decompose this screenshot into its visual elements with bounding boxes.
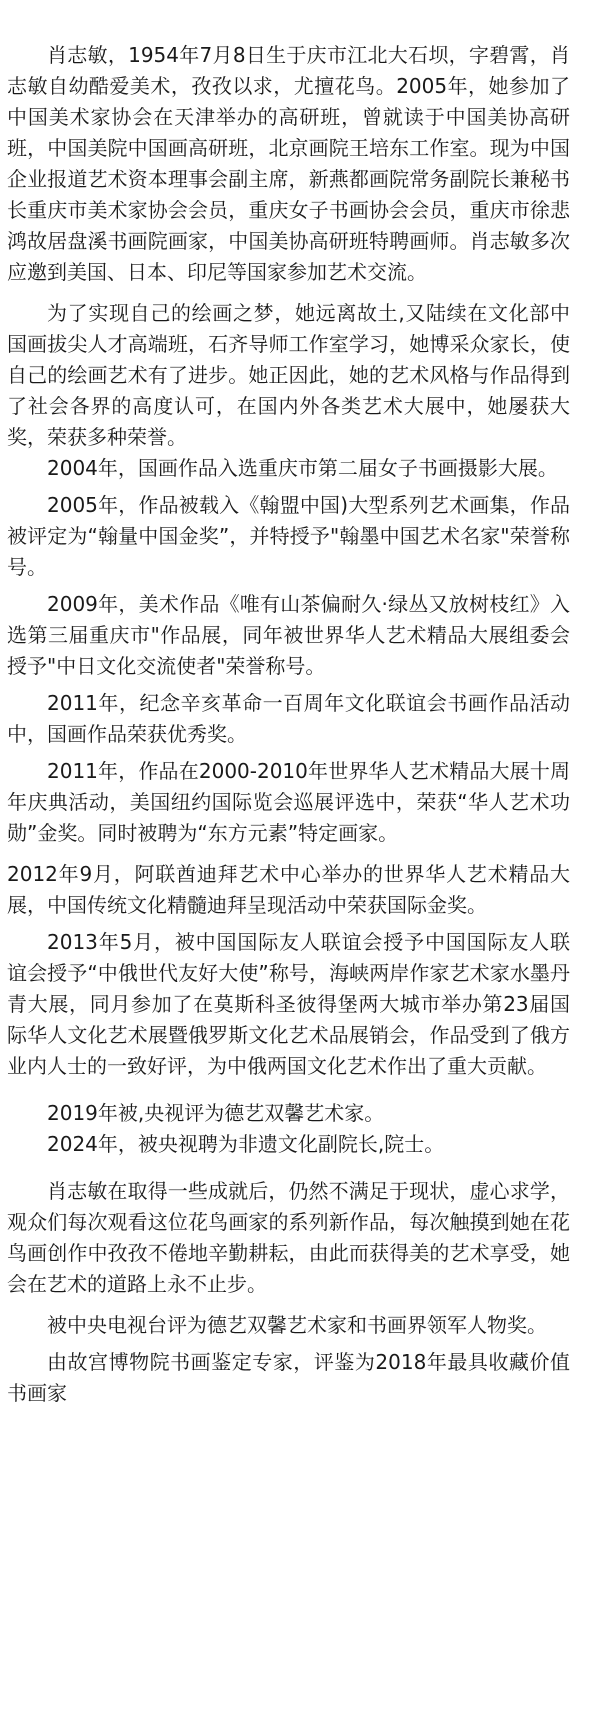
paragraph-2011-gold: 2011年，作品在2000-2010年世界华人艺术精品大展十周年庆典活动，美国纽约国际览会巡展评选中，荣获“华人艺术功勋”金奖。同时被聘为“东方元素”特定画家。 (7, 759, 570, 845)
paragraph-2009: 2009年，美术作品《唯有山茶偏耐久·绿丛又放树枝红》入选第三届重庆市"作品展，同年被世界华人艺术精品大展组委会授予"中日文化交流使者"荣誉称号。 (7, 592, 570, 678)
paragraph-study: 为了实现自己的绘画之梦，她远离故土,又陆续在文化部中国画拔尖人才高端班，石齐导师工作室学习，她博采众家长，使自己的绘画艺术有了进步。她正因此，她的艺术风格与作品得到了社会各界的高度认可，在国内外各类艺术大展中，她屡获大奖，荣获多种荣誉。 (7, 301, 570, 449)
paragraph-2013: 2013年5月，被中国国际友人联谊会授予中国国际友人联谊会授予“中俄世代友好大使”称号，海峡两岸作家艺术家水墨丹青大展，同月参加了在莫斯科圣彼得堡两大城市举办第23届国际华人文化艺术展暨俄罗斯文化艺术品展销会，作品受到了俄方业内人士的一致好评，为中俄两国文化艺术作出了重大贡献。 (7, 930, 570, 1078)
paragraph-cctv-award: 被中央电视台评为德艺双馨艺术家和书画界领军人物奖。 (47, 1313, 547, 1337)
paragraph-aspiration: 肖志敏在取得一些成就后，仍然不满足于现状，虚心求学，观众们每次观看这位花鸟画家的系列新作品，每次触摸到她在花鸟画创作中孜孜不倦地辛勤耕耘，由此而获得美的艺术享受，她会在艺术的道路上永不止步。 (7, 1179, 570, 1296)
paragraph-2004: 2004年，国画作品入选重庆市第二届女子书画摄影大展。 (47, 456, 558, 480)
paragraph-2024: 2024年，被央视聘为非遗文化副院长,院士。 (47, 1132, 445, 1156)
paragraph-2012: 2012年9月，阿联酋迪拜艺术中心举办的世界华人艺术精品大展，中国传统文化精髓迪拜呈现活动中荣获国际金奖。 (7, 862, 570, 917)
paragraph-2005: 2005年，作品被载入《翰盟中国)大型系列艺术画集，作品被评定为“翰量中国金奖”，并特授予"翰墨中国艺术名家"荣誉称号。 (7, 493, 570, 579)
paragraph-palace-museum: 由故宫博物院书画鉴定专家，评鉴为2018年最具收藏价值书画家 (7, 1350, 570, 1405)
paragraph-biography: 肖志敏，1954年7月8日生于庆市江北大石坝，字碧霄，肖志敏自幼酷爱美术，孜孜以求，尤擅花鸟。2005年，她参加了中国美术家协会在天津举办的高研班，曾就读于中国美协高研班，中国美院中国画高研班，北京画院王培东工作室。现为中国企业报道艺术资本理事会副主席，新燕都画院常务副院长兼秘书长重庆市美术家协会会员，重庆女子书画协会会员，重庆市徐悲鸿故居盘溪书画院画家，中国美协高研班特聘画师。肖志敏多次应邀到美国、日本、印尼等国家参加艺术交流。 (7, 43, 570, 284)
paragraph-2011-award: 2011年，纪念辛亥革命一百周年文化联谊会书画作品活动中，国画作品荣获优秀奖。 (7, 691, 570, 746)
paragraph-2019: 2019年被,央视评为德艺双馨艺术家。 (47, 1101, 385, 1125)
